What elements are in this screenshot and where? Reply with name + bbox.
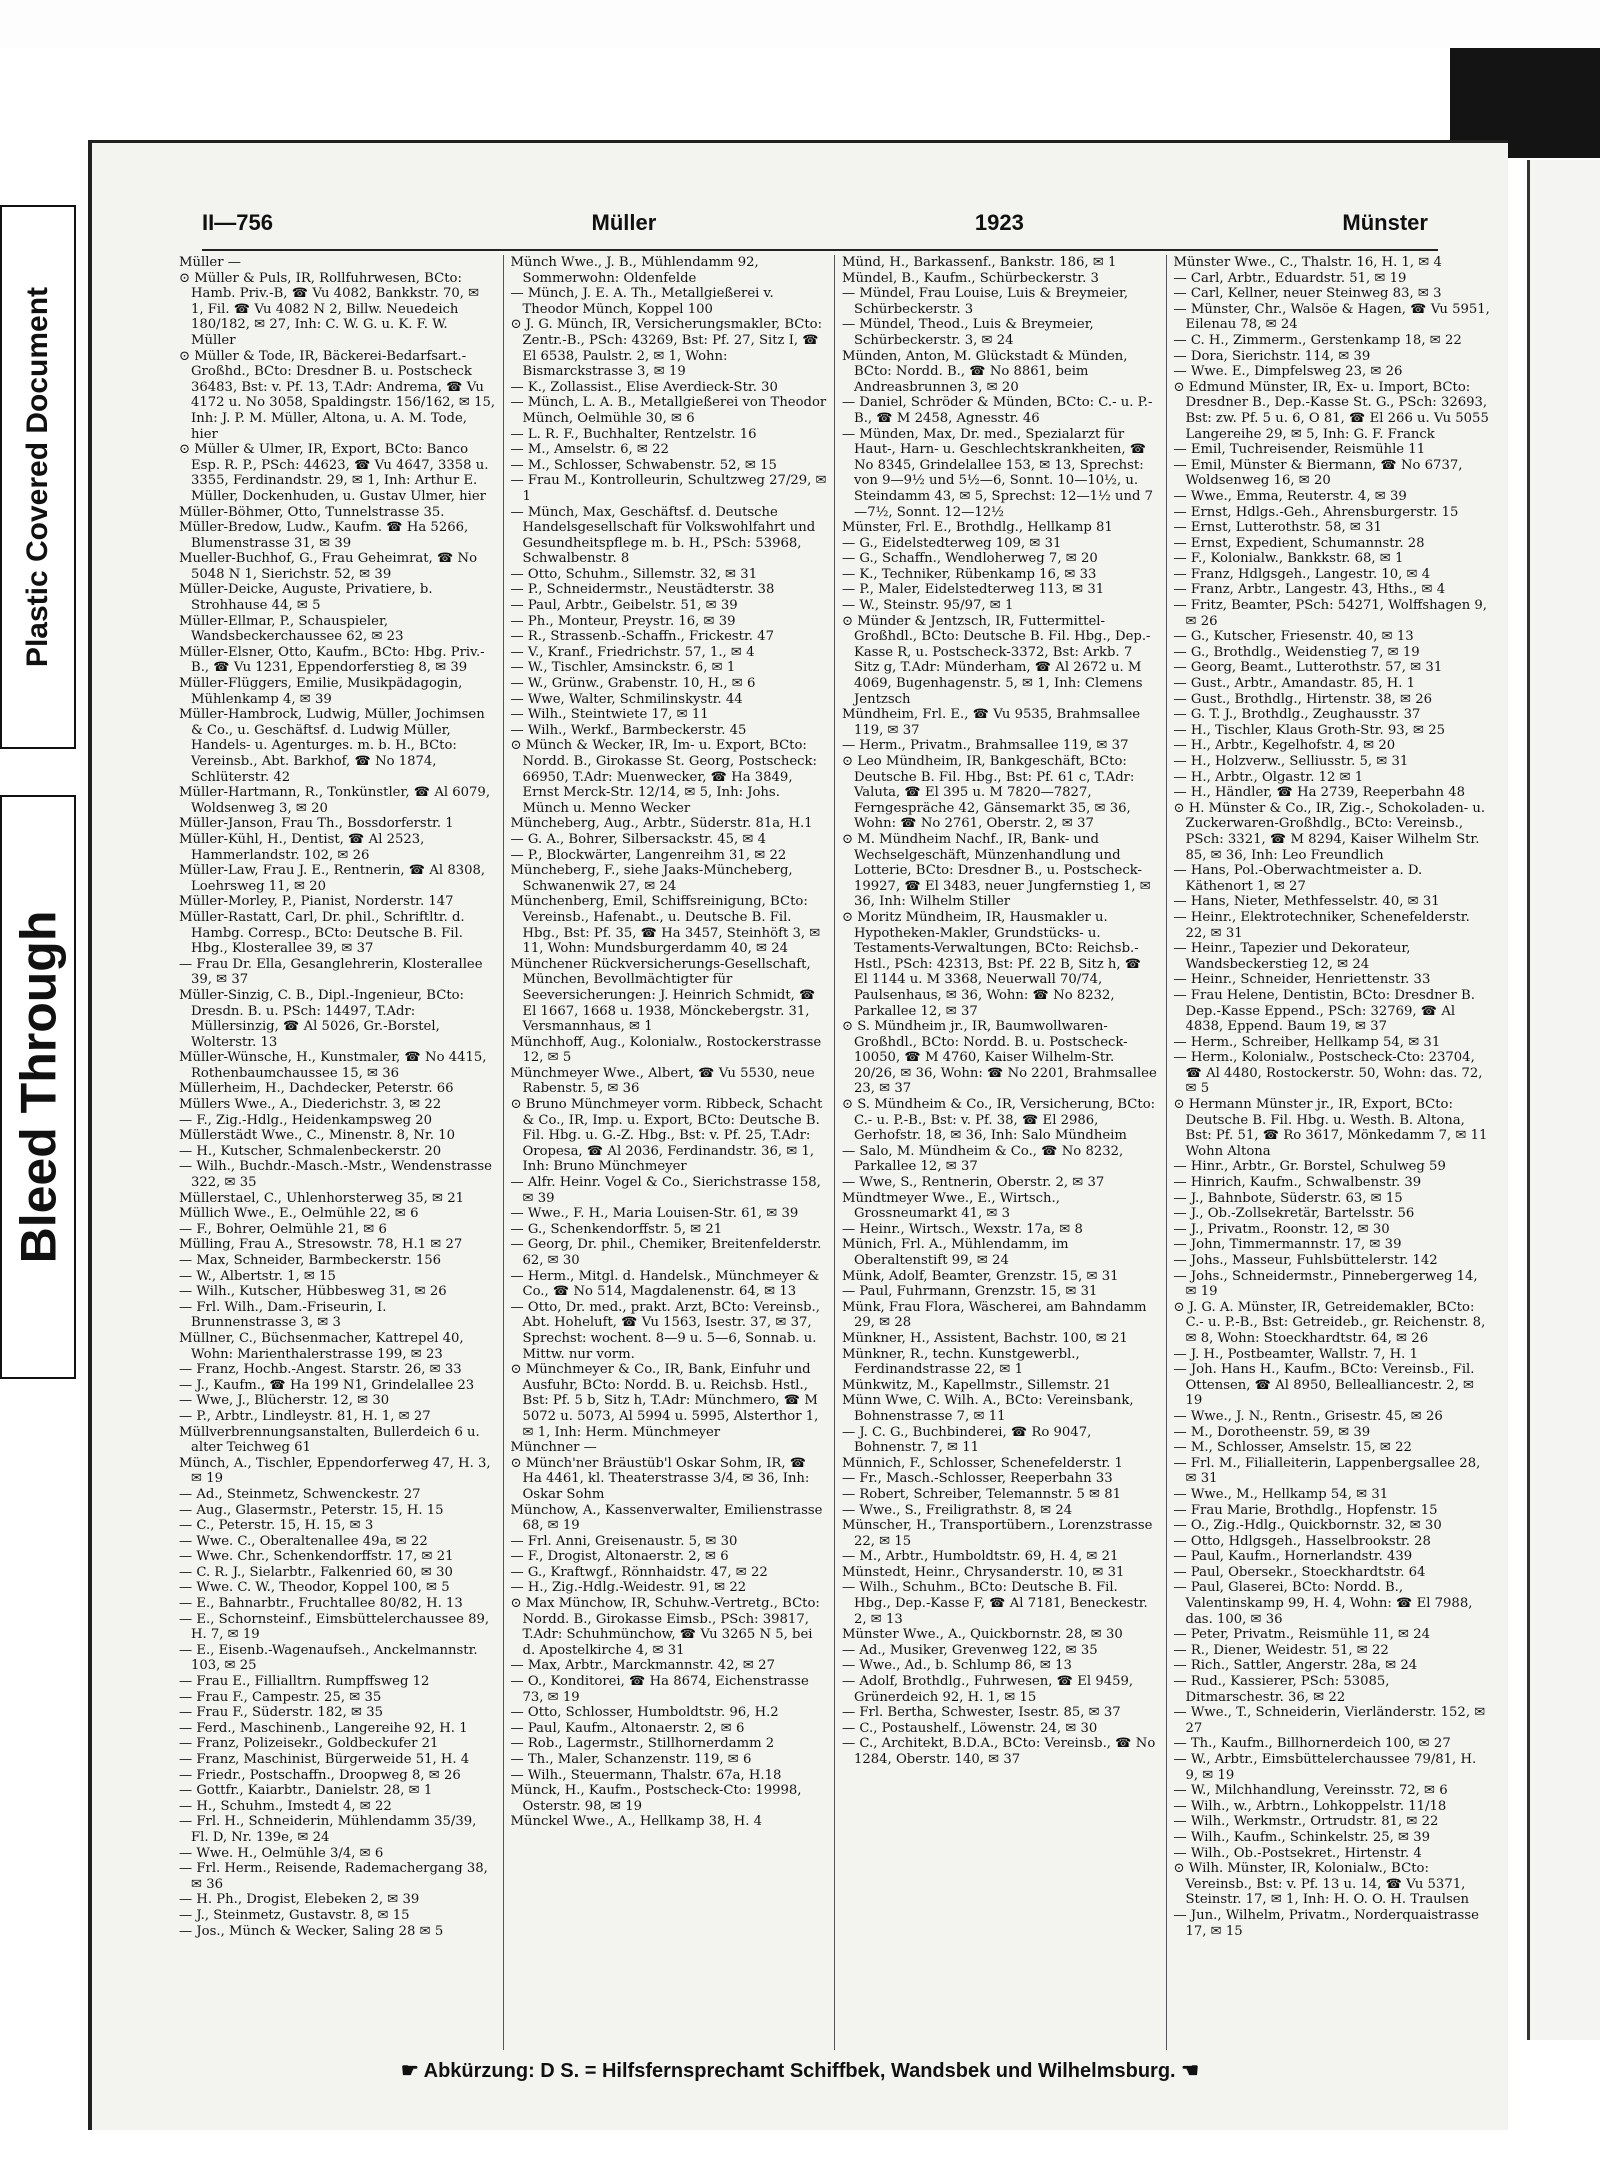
directory-entry: — C., Peterstr. 15, H. 15, ✉ 3 bbox=[179, 1518, 374, 1534]
directory-entry: — Fr., Masch.-Schlosser, Reeperbahn 33 bbox=[842, 1471, 1113, 1487]
directory-entry: — J., Ob.-Zollsekretär, Bartelsstr. 56 bbox=[1173, 1206, 1415, 1222]
directory-entry: — Georg, Beamt., Lutterothstr. 57, ✉ 31 bbox=[1173, 660, 1443, 676]
directory-entry: — Frl. Herm., Reisende, Rademachergang 38, ✉ 36 bbox=[179, 1861, 488, 1892]
directory-entry: — V., Kranf., Friedrichstr. 57, 1., ✉ 4 bbox=[510, 644, 755, 660]
directory-entry: ⊙ H. Münster & Co., IR, Zig.-, Schokoladen- u. Zuckerwaren-Großhdlg., BCto: Vereinsb., PSch: 3321, ☎ M 8294, Kaiser Wilhelm Str. 85, ✉ 36, Inh: Leo Freundlich bbox=[1173, 800, 1486, 863]
directory-entry: ⊙ Münch & Wecker, IR, Im- u. Export, BCto: Nordd. B., Girokasse St. Georg, Postscheck: 66950, T.Adr: Muenwecker, ☎ Ha 3849, Ernst Merck-Str. 12/14, ✉ 5, Inh: Johs. Münch u. Menno Wecker bbox=[510, 738, 817, 816]
directory-entry: ⊙ Müller & Puls, IR, Rollfuhrwesen, BCto: Hamb. Priv.-B, ☎ Vu 4082, Bankkstr. 70, ✉ 1, Fil. ☎ Vu 4082 N 2, Billw. Neuedeich 180/182, ✉ 27, Inh: C. W. G. u. K. F. W. Müller bbox=[179, 270, 480, 348]
directory-entry: — M., Dorotheenstr. 59, ✉ 39 bbox=[1173, 1424, 1371, 1440]
directory-entry: ⊙ S. Mündheim jr., IR, Baumwollwaren-Großhdl., BCto: Nordd. B. u. Postscheck-10050, ☎ M 4760, Kaiser Wilhelm-Str. 20/26, ✉ 36, Wohn: ☎ No 2201, Brahmsallee 23, ✉ 37 bbox=[842, 1019, 1157, 1097]
directory-entry: Müller-Bredow, Ludw., Kaufm. ☎ Ha 5266, Blumenstrasse 31, ✉ 39 bbox=[179, 520, 469, 551]
directory-entry: — P., Blockwärter, Langenreihm 31, ✉ 22 bbox=[510, 847, 787, 863]
directory-entry: — Th., Kaufm., Billhornerdeich 100, ✉ 27 bbox=[1173, 1736, 1451, 1752]
directory-entry: — Ernst, Lutterothstr. 58, ✉ 31 bbox=[1173, 520, 1382, 536]
directory-entry: — Emil, Tuchreisender, Reismühle 11 bbox=[1173, 442, 1426, 458]
directory-entry: — H., Schuhm., Imstedt 4, ✉ 22 bbox=[179, 1798, 392, 1814]
directory-entry: Müllerstael, C., Uhlenhorsterweg 35, ✉ 21 bbox=[179, 1190, 465, 1206]
directory-entry: — Münster, Chr., Walsöe & Hagen, ☎ Vu 5951, Eilenau 78, ✉ 24 bbox=[1173, 301, 1490, 333]
directory-entry: Müller-Hartmann, R., Tonkünstler, ☎ Al 6079, Woldsenweg 3, ✉ 20 bbox=[179, 785, 491, 816]
directory-entry: — Wwe, Walter, Schmilinskystr. 44 bbox=[510, 691, 743, 707]
directory-entry: ⊙ Münch'ner Bräustüb'l Oskar Sohm, IR, ☎ Ha 4461, kl. Theaterstrasse 3/4, ✉ 36, Inh: Oskar Sohm bbox=[510, 1455, 810, 1502]
directory-entry: Mülling, Frau A., Stresowstr. 78, H.1 ✉ 27 bbox=[179, 1237, 463, 1253]
directory-entry: Münchow, A., Kassenverwalter, Emilienstrasse 68, ✉ 19 bbox=[510, 1502, 823, 1534]
directory-entry: — Otto, Dr. med., prakt. Arzt, BCto: Vereinsb., Abt. Hoheluft, ☎ Vu 1563, Isestr. 37, ✉ 37, Sprechst: wochent. 8—9 u. 5—6, Sonnab. u. Mittw. nur vorm. bbox=[510, 1299, 820, 1362]
directory-entry: — Hans, Pol.-Oberwachtmeister a. D. Käthenort 1, ✉ 27 bbox=[1173, 863, 1423, 894]
directory-entry: Münk, Adolf, Beamter, Grenzstr. 15, ✉ 31 bbox=[842, 1268, 1119, 1284]
directory-entry: — C. H., Zimmerm., Gerstenkamp 18, ✉ 22 bbox=[1173, 332, 1462, 348]
column-4 bbox=[1167, 255, 1498, 2050]
directory-entry: — W., Tischler, Amsinckstr. 6, ✉ 1 bbox=[510, 660, 736, 676]
directory-entry: — M., Schlosser, Schwabenstr. 52, ✉ 15 bbox=[510, 457, 777, 473]
column-2 bbox=[504, 255, 836, 2050]
directory-entry: — W., Steinstr. 95/97, ✉ 1 bbox=[842, 598, 1014, 614]
directory-entry: ⊙ Müller & Ulmer, IR, Export, BCto: Banco Esp. R. P., PSch: 44623, ☎ Vu 4647, 3358 u. 3355, Ferdinandstr. 29, ✉ 1, Inh: Arthur E. Müller, Dockenhuden, u. Gustav Ulmer, hier bbox=[179, 442, 489, 504]
directory-entry: — Heinr., Elektrotechniker, Schenefelderstr. 22, ✉ 31 bbox=[1173, 909, 1470, 941]
directory-entry: — Daniel, Schröder & Münden, BCto: C.- u. P.-B., ☎ M 2458, Agnesstr. 46 bbox=[842, 395, 1153, 426]
directory-entry: — J., Bahnbote, Süderstr. 63, ✉ 15 bbox=[1173, 1190, 1403, 1206]
directory-entry: — J., Kaufm., ☎ Ha 199 N1, Grindelallee 23 bbox=[179, 1377, 475, 1393]
directory-entry: Müller-Deicke, Auguste, Privatiere, b. Strohhause 44, ✉ 5 bbox=[179, 582, 433, 614]
directory-entry: — Paul, Glaserei, BCto: Nordd. B., Valentinskamp 99, H. 4, Wohn: ☎ El 7988, das. 100, ✉ 36 bbox=[1173, 1580, 1473, 1627]
directory-entry: — F., Zig.-Hdlg., Heidenkampsweg 20 bbox=[179, 1112, 433, 1128]
directory-entry: — W., Milchhandlung, Vereinsstr. 72, ✉ 6 bbox=[1173, 1783, 1448, 1799]
directory-entry: — W., Grünw., Grabenstr. 10, H., ✉ 6 bbox=[510, 676, 756, 692]
directory-entry: Münster Wwe., A., Quickbornstr. 28, ✉ 30 bbox=[842, 1627, 1123, 1643]
directory-entry: — O., Konditorei, ☎ Ha 8674, Eichenstrasse 73, ✉ 19 bbox=[510, 1674, 809, 1705]
directory-entry: — Gust., Brothdlg., Hirtenstr. 38, ✉ 26 bbox=[1173, 691, 1433, 707]
directory-entry: — Peter, Privatm., Reismühle 11, ✉ 24 bbox=[1173, 1627, 1431, 1643]
header-left-word: Müller bbox=[591, 210, 657, 235]
directory-entry: — Paul, Fuhrmann, Grenzstr. 15, ✉ 31 bbox=[842, 1284, 1098, 1300]
directory-entry: — Hinrich, Kaufm., Schwalbenstr. 39 bbox=[1173, 1175, 1422, 1191]
directory-entry: Münkner, H., Assistent, Bachstr. 100, ✉ 21 bbox=[842, 1330, 1128, 1346]
directory-entry: Mündel, B., Kaufm., Schürbeckerstr. 3 bbox=[842, 270, 1099, 286]
directory-entry: — Frau F., Süderstr. 182, ✉ 35 bbox=[179, 1705, 384, 1721]
directory-entry: — Franz, Hdlgsgeh., Langestr. 10, ✉ 4 bbox=[1173, 566, 1431, 582]
directory-entry: Münn Wwe, C. Wilh. A., BCto: Vereinsbank, Bohnenstrasse 7, ✉ 11 bbox=[842, 1393, 1134, 1424]
directory-entry: — R., Strassenb.-Schaffn., Frickestr. 47 bbox=[510, 629, 774, 645]
directory-entry: — W., Arbtr., Eimsbüttelerchaussee 79/81, H. 9, ✉ 19 bbox=[1173, 1752, 1477, 1783]
directory-entry: Müncheberg, F., siehe Jaaks-Müncheberg, Schwanenwik 27, ✉ 24 bbox=[510, 863, 793, 894]
directory-entry: — E., Eisenb.-Wagenaufseh., Anckelmannstr. 103, ✉ 25 bbox=[179, 1642, 478, 1674]
directory-entry: — P., Arbtr., Lindleystr. 81, H. 1, ✉ 27 bbox=[179, 1408, 431, 1424]
column-1 bbox=[172, 255, 504, 2050]
plastic-covered-label bbox=[0, 205, 76, 749]
directory-entry: — K., Techniker, Rübenkamp 16, ✉ 33 bbox=[842, 566, 1097, 582]
directory-entry: — Frl. H., Schneiderin, Mühlendamm 35/39, Fl. D, Nr. 139e, ✉ 24 bbox=[179, 1814, 477, 1845]
directory-entry: — Aug., Glasermstr., Peterstr. 15, H. 15 bbox=[179, 1502, 444, 1518]
directory-entry: Münkwitz, M., Kapellmstr., Sillemstr. 21 bbox=[842, 1377, 1112, 1393]
directory-entry: — Georg, Dr. phil., Chemiker, Breitenfelderstr. 62, ✉ 30 bbox=[510, 1237, 822, 1268]
directory-entry: — Rud., Kassierer, PSch: 53085, Ditmarschestr. 36, ✉ 22 bbox=[1173, 1674, 1390, 1705]
directory-entry: — Gottfr., Kaiarbtr., Danielstr. 28, ✉ 1 bbox=[179, 1783, 433, 1799]
header-right-word: Münster bbox=[1342, 210, 1428, 235]
directory-entry: — E., Bahnarbtr., Fruchtallee 80/82, H. 13 bbox=[179, 1596, 463, 1612]
directory-entry: — H., Holzverw., Selliusstr. 5, ✉ 31 bbox=[1173, 754, 1409, 769]
directory-entry: — G., Brothdlg., Weidenstieg 7, ✉ 19 bbox=[1173, 644, 1420, 660]
directory-entry: Müller-Rastatt, Carl, Dr. phil., Schriftltr. d. Hambg. Corresp., BCto: Deutsche B. Fil. Hbg., Klosterallee 39, ✉ 37 bbox=[179, 909, 465, 957]
directory-entry: Münnich, F., Schlosser, Schenefelderstr. 1 bbox=[842, 1455, 1123, 1471]
directory-entry: — Herm., Privatm., Brahmsallee 119, ✉ 37 bbox=[842, 738, 1129, 754]
directory-entry: Münster Wwe., C., Thalstr. 16, H. 1, ✉ 4 bbox=[1173, 255, 1442, 270]
directory-entry: — M., Arbtr., Humboldtstr. 69, H. 4, ✉ 21 bbox=[842, 1549, 1119, 1565]
column-3 bbox=[835, 255, 1167, 2050]
directory-entry: — Frl. M., Filialleiterin, Lappenbergsallee 28, ✉ 31 bbox=[1173, 1455, 1481, 1487]
directory-entry: — P., Schneidermstr., Neustädterstr. 38 bbox=[510, 582, 775, 598]
directory-entry: — H. Ph., Drogist, Elebeken 2, ✉ 39 bbox=[179, 1892, 420, 1908]
directory-entry: — G., Schaffn., Wendloherweg 7, ✉ 20 bbox=[842, 551, 1098, 567]
directory-entry: — Heinr., Tapezier und Dekorateur, Wandsbeckerstieg 12, ✉ 24 bbox=[1173, 941, 1411, 972]
directory-entry: — Frl. Wilh., Dam.-Friseurin, I. Brunnenstrasse 3, ✉ 3 bbox=[179, 1299, 387, 1331]
directory-entry: — F., Bohrer, Oelmühle 21, ✉ 6 bbox=[179, 1221, 387, 1237]
directory-entry: ⊙ J. G. Münch, IR, Versicherungsmakler, BCto: Zentr.-B., PSch: 43269, Bst: Pf. 27, Sitz I, ☎ El 6538, Paulstr. 2, ✉ 1, Wohn: Bismarckstrasse 3, ✉ 19 bbox=[510, 317, 823, 380]
directory-entry: — G., Kutscher, Friesenstr. 40, ✉ 13 bbox=[1173, 629, 1414, 645]
directory-entry: — J. H., Postbeamter, Wallstr. 7, H. 1 bbox=[1173, 1346, 1418, 1362]
directory-entry: — Emil, Münster & Biermann, ☎ No 6737, Woldsenweg 16, ✉ 20 bbox=[1173, 457, 1463, 489]
directory-entry: ⊙ J. G. A. Münster, IR, Getreidemakler, BCto: C.- u. P.-B., Bst: Getreideb., gr. Reichenstr. 8, ✉ 8, Wohn: Stoeckhardtstr. 64, ✉ 26 bbox=[1173, 1299, 1486, 1346]
directory-entry: — Wwe. Chr., Schenkendorffstr. 17, ✉ 21 bbox=[179, 1549, 454, 1565]
directory-entry: Münkner, R., techn. Kunstgewerbl., Ferdinandstrasse 22, ✉ 1 bbox=[842, 1346, 1080, 1378]
directory-entry: ⊙ Münder & Jentzsch, IR, Futtermittel-Großhdl., BCto: Deutsche B. Fil. Hbg., Dep.-Kasse R, u. Postscheck-3372, Bst: Arkb. 7 Sitz g, T.Adr: Münderham, ☎ Al 2672 u. M 4069, Bugenhagenstr. 5, ✉ 1, Inh: Clemens Jentzsch bbox=[842, 613, 1151, 707]
directory-entry: — K., Zollassist., Elise Averdieck-Str. 30 bbox=[510, 379, 778, 395]
directory-entry: — H., Händler, ☎ Ha 2739, Reeperbahn 48 bbox=[1173, 785, 1465, 801]
directory-entry: — Frau E., Fillialltrn. Rumpffsweg 12 bbox=[179, 1674, 430, 1690]
directory-page bbox=[88, 140, 1508, 2130]
directory-entry: — J., Privatm., Roonstr. 12, ✉ 30 bbox=[1173, 1221, 1390, 1237]
directory-entry: Müller-Sinzig, C. B., Dipl.-Ingenieur, BCto: Dresdn. B. u. PSch: 14497, T.Adr: Müllersinzig, ☎ Al 5026, Gr.-Borstel, Wolterstr. 13 bbox=[179, 987, 465, 1050]
directory-entry: — Wilh., Kaufm., Schinkelstr. 25, ✉ 39 bbox=[1173, 1829, 1431, 1845]
directory-entry: — Mündel, Frau Louise, Luis & Breymeier, Schürbeckerstr. 3 bbox=[842, 286, 1129, 317]
directory-entry: — Franz, Maschinist, Bürgerweide 51, H. 4 bbox=[179, 1752, 470, 1767]
directory-entry: — Wwe. C. W., Theodor, Koppel 100, ✉ 5 bbox=[179, 1580, 450, 1596]
directory-entry: Müllich Wwe., E., Oelmühle 22, ✉ 6 bbox=[179, 1206, 419, 1222]
directory-entry: ⊙ S. Mündheim & Co., IR, Versicherung, BCto: C.- u. P.-B., Bst: v. Pf. 38, ☎ El 2986, Gerhofstr. 18, ✉ 36, Inh: Salo Mündheim bbox=[842, 1097, 1156, 1144]
directory-entry: — G., Kraftwgf., Rönnhaidstr. 47, ✉ 22 bbox=[510, 1564, 768, 1580]
directory-entry: — Wwe., Ad., b. Schlump 86, ✉ 13 bbox=[842, 1658, 1072, 1674]
directory-entry: Müllverbrennungsanstalten, Bullerdeich 6 u. alter Teichweg 61 bbox=[179, 1424, 480, 1456]
directory-entry: — H., Kutscher, Schmalenbeckerstr. 20 bbox=[179, 1143, 442, 1159]
directory-entry: ⊙ Wilh. Münster, IR, Kolonialw., BCto: Vereinsb., Bst: v. Pf. 13 u. 14, ☎ Vu 5371, Steinstr. 17, ✉ 1, Inh: H. O. O. H. Traulsen bbox=[1173, 1861, 1470, 1908]
directory-entry: — W., Albertstr. 1, ✉ 15 bbox=[179, 1268, 336, 1284]
directory-entry: — L. R. F., Buchhalter, Rentzelstr. 16 bbox=[510, 426, 757, 442]
directory-entry: Münd, H., Barkassenf., Bankstr. 186, ✉ 1 bbox=[842, 255, 1117, 270]
directory-entry: Mündheim, Frl. E., ☎ Vu 9535, Brahmsallee 119, ✉ 37 bbox=[842, 707, 1141, 738]
bleed-through-label bbox=[0, 795, 76, 1379]
directory-entry: — Johs., Schneidermstr., Pinnebergerweg 14, ✉ 19 bbox=[1173, 1268, 1478, 1300]
directory-entry: — Paul, Arbtr., Geibelstr. 51, ✉ 39 bbox=[510, 598, 738, 614]
directory-entry: — Wilh., Schuhm., BCto: Deutsche B. Fil. Hbg., Dep.-Kasse F, ☎ Al 7181, Beneckestr. 2, ✉ 13 bbox=[842, 1580, 1148, 1627]
directory-entry: ⊙ Münchmeyer & Co., IR, Bank, Einfuhr und Ausfuhr, BCto: Nordd. B. u. Reichsb. Hstl., Bst: Pf. 5 b, Sitz h, T.Adr: Münchmero, ☎ M 5072 u. 5073, Al 5994 u. 5995, Alsterthor 1, ✉ 1, Inh: Herm. Münchmeyer bbox=[510, 1362, 819, 1440]
directory-entry: — Frau Dr. Ella, Gesanglehrerin, Klosterallee 39, ✉ 37 bbox=[179, 956, 483, 988]
directory-entry: — Paul, Obersekr., Stoeckhardtstr. 64 bbox=[1173, 1564, 1426, 1580]
directory-entry: — Wwe., T., Schneiderin, Vierländerstr. 152, ✉ 27 bbox=[1173, 1705, 1486, 1736]
directory-entry: — Wwe., F. H., Maria Louisen-Str. 61, ✉ 39 bbox=[510, 1206, 799, 1222]
directory-entry: — Franz, Hochb.-Angest. Starstr. 26, ✉ 33 bbox=[179, 1362, 462, 1378]
directory-entry: — Frau M., Kontrolleurin, Schultzweg 27/29, ✉ 1 bbox=[510, 473, 827, 504]
abbreviation-footer: ☛ Abkürzung: D S. = Hilfsfernsprechamt Schiffbek, Wandsbek und Wilhelmsburg. ☚ bbox=[400, 2060, 1200, 2082]
directory-entry: Müller-Janson, Frau Th., Bossdorferstr. 1 bbox=[179, 816, 454, 832]
directory-entry: Münster, Frl. E., Brothdlg., Hellkamp 81 bbox=[842, 520, 1113, 536]
directory-entry: ⊙ Hermann Münster jr., IR, Export, BCto: Deutsche B. Fil. Hbg. u. Westh. B. Altona, Bst: Pf. 51, ☎ Ro 3617, Mönkedamm 7, ✉ 11 Wohn Altona bbox=[1173, 1097, 1488, 1159]
directory-entry: — Wwe. H., Oelmühle 3/4, ✉ 6 bbox=[179, 1845, 384, 1861]
directory-entry: — Max, Arbtr., Marckmannstr. 42, ✉ 27 bbox=[510, 1658, 775, 1674]
directory-entry: — O., Zig.-Hdlg., Quickbornstr. 32, ✉ 30 bbox=[1173, 1518, 1442, 1534]
directory-entry: — Rob., Lagermstr., Stillhornerdamm 2 bbox=[510, 1736, 775, 1752]
directory-entry: ⊙ Leo Mündheim, IR, Bankgeschäft, BCto: Deutsche B. Fil. Hbg., Bst: Pf. 61 c, T.Adr: Valuta, ☎ El 395 u. M 7820—7827, Ferngespräche 42, Gänsemarkt 35, ✉ 36, Wohn: ☎ No 2761, Oberstr. 2, ✉ 37 bbox=[842, 754, 1135, 832]
directory-entry: — Adolf, Brothdlg., Fuhrwesen, ☎ El 9459, Grünerdeich 92, H. 1, ✉ 15 bbox=[842, 1674, 1134, 1705]
directory-entry: — Carl, Arbtr., Eduardstr. 51, ✉ 19 bbox=[1173, 270, 1407, 286]
directory-entry: — Jun., Wilhelm, Privatm., Norderquaistrasse 17, ✉ 15 bbox=[1173, 1907, 1479, 1939]
directory-entry: — John, Timmermannstr. 17, ✉ 39 bbox=[1173, 1237, 1402, 1253]
directory-entry: — H., Arbtr., Olgastr. 12 ✉ 1 bbox=[1173, 769, 1364, 785]
directory-entry: Müller — bbox=[179, 255, 241, 270]
directory-entry: — Wilh., Werkmstr., Ortrudstr. 81, ✉ 22 bbox=[1173, 1814, 1439, 1830]
directory-entry: — Frau Helene, Dentistin, BCto: Dresdner B. Dep.-Kasse Eppend., PSch: 32769, ☎ Al 4838, Eppend. Baum 19, ✉ 37 bbox=[1173, 987, 1475, 1035]
directory-entry: Müller-Morley, P., Pianist, Norderstr. 147 bbox=[179, 894, 454, 910]
directory-entry: Münchner — bbox=[510, 1440, 597, 1456]
directory-entry: — Hans, Nieter, Methfesselstr. 40, ✉ 31 bbox=[1173, 894, 1440, 910]
directory-entry: — Wwe, J., Blücherstr. 12, ✉ 30 bbox=[179, 1393, 390, 1409]
directory-entry: — Münch, J. E. A. Th., Metallgießerei v. Theodor Münch, Koppel 100 bbox=[510, 286, 774, 317]
directory-entry: — Franz, Arbtr., Langestr. 43, Hths., ✉ 4 bbox=[1173, 582, 1446, 598]
directory-entry: — Frau Marie, Brothdlg., Hopfenstr. 15 bbox=[1173, 1502, 1438, 1518]
directory-entry: — Wilh., w., Arbtrn., Lohkoppelstr. 11/18 bbox=[1173, 1798, 1447, 1814]
directory-entry: Münch, A., Tischler, Eppendorferweg 47, H. 3, ✉ 19 bbox=[179, 1455, 491, 1487]
directory-entry: Mündtmeyer Wwe., E., Wirtsch., Grossneumarkt 41, ✉ 3 bbox=[842, 1190, 1060, 1222]
directory-entry: — Wilh., Steuermann, Thalstr. 67a, H.18 bbox=[510, 1767, 782, 1783]
directory-entry: — Wwe. C., Oberaltenallee 49a, ✉ 22 bbox=[179, 1533, 428, 1549]
directory-entry: — Fritz, Beamter, PSch: 54271, Wolffshagen 9, ✉ 26 bbox=[1173, 598, 1487, 629]
directory-entry: — E., Schornsteinf., Eimsbüttelerchaussee 89, H. 7, ✉ 19 bbox=[179, 1611, 490, 1643]
directory-entry: — Dora, Sierichstr. 114, ✉ 39 bbox=[1173, 348, 1371, 364]
directory-entry: — Wwe, S., Rentnerin, Oberstr. 2, ✉ 37 bbox=[842, 1175, 1105, 1191]
directory-entry: — Ernst, Expedient, Schumannstr. 28 bbox=[1173, 535, 1425, 551]
directory-entry: Mueller-Buchhof, G., Frau Geheimrat, ☎ No 5048 N 1, Sierichstr. 52, ✉ 39 bbox=[179, 551, 478, 582]
directory-entry: ⊙ M. Mündheim Nachf., IR, Bank- und Wechselgeschäft, Münzenhandlung und Lotterie, BCto: Dresdner B., u. Postscheck-19927, ☎ El 3483, neuer Jungfernstieg 1, ✉ 36, Inh: Wilhelm Stiller bbox=[842, 831, 1151, 910]
directory-entry: — Frl. Anni, Greisenaustr. 5, ✉ 30 bbox=[510, 1533, 738, 1549]
next-page-edge bbox=[1527, 160, 1600, 2040]
directory-entry: Münscher, H., Transportübern., Lorenzstrasse 22, ✉ 15 bbox=[842, 1518, 1153, 1549]
directory-entry: — Wilh., Werkf., Barmbeckerstr. 45 bbox=[510, 722, 747, 738]
directory-entry: — Joh. Hans H., Kaufm., BCto: Vereinsb., Fil. Ottensen, ☎ Al 8950, Bellealliancestr. 2, ✉ 19 bbox=[1173, 1362, 1475, 1409]
directory-entry: — Wilh., Steintwiete 17, ✉ 11 bbox=[510, 707, 709, 723]
directory-entry: — Max, Schneider, Barmbeckerstr. 156 bbox=[179, 1253, 442, 1268]
directory-entry: — Ernst, Hdlgs.-Geh., Ahrensburgerstr. 15 bbox=[1173, 504, 1459, 520]
directory-entry: — Alfr. Heinr. Vogel & Co., Sierichstrasse 158, ✉ 39 bbox=[510, 1175, 821, 1206]
directory-entry: — Ferd., Maschinenb., Langereihe 92, H. 1 bbox=[179, 1720, 468, 1736]
directory-entry: — M., Schlosser, Amselstr. 15, ✉ 22 bbox=[1173, 1440, 1412, 1456]
directory-entry: Müller-Elsner, Otto, Kaufm., BCto: Hbg. Priv.-B., ☎ Vu 1231, Eppendorferstieg 8, ✉ 39 bbox=[179, 644, 485, 676]
directory-entry: — Herm., Mitgl. d. Handelsk., Münchmeyer & Co., ☎ No 514, Magdalenenstr. 64, ✉ 13 bbox=[510, 1268, 820, 1300]
directory-entry: — Ad., Steinmetz, Schwenckestr. 27 bbox=[179, 1486, 421, 1502]
directory-entry: — Wilh., Kutscher, Hübbesweg 31, ✉ 26 bbox=[179, 1284, 447, 1300]
directory-entry: Münden, Anton, M. Glückstadt & Münden, BCto: Nordd. B., ☎ No 8861, beim Andreasbrunnen 3, ✉ 20 bbox=[842, 348, 1128, 395]
directory-entry: — Ad., Musiker, Grevenweg 122, ✉ 35 bbox=[842, 1642, 1098, 1658]
directory-entry: — Th., Maler, Schanzenstr. 119, ✉ 6 bbox=[510, 1752, 752, 1767]
directory-entry: — Otto, Schlosser, Humboldtstr. 96, H.2 bbox=[510, 1705, 779, 1721]
scan-background bbox=[0, 0, 1600, 48]
directory-entry: — F., Drogist, Altonaerstr. 2, ✉ 6 bbox=[510, 1549, 729, 1565]
directory-entry: Müller-Flüggers, Emilie, Musikpädagogin, Mühlenkamp 4, ✉ 39 bbox=[179, 676, 463, 707]
directory-entry: Münchener Rückversicherungs-Gesellschaft, München, Bevollmächtigter für Seeversicherungen: J. Heinrich Schmidt, ☎ El 1667, 1668 u. 1938, Mönckebergstr. 31, Versmannhaus, ✉ 1 bbox=[510, 956, 816, 1035]
directory-entry: Münchenberg, Emil, Schiffsreinigung, BCto: Vereinsb., Hafenabt., u. Deutsche B. Fil. Hbg., Bst: Pf. 35, ☎ Ha 3457, Steinhöft 3, ✉ 11, Wohn: Mundsburgerdamm 40, ✉ 24 bbox=[510, 894, 821, 957]
directory-entry: — Salo, M. Mündheim & Co., ☎ No 8232, Parkallee 12, ✉ 37 bbox=[842, 1143, 1124, 1175]
directory-entry: Müller-Böhmer, Otto, Tunnelstrasse 35. bbox=[179, 504, 445, 520]
directory-entry: — Wwe., Emma, Reuterstr. 4, ✉ 39 bbox=[1173, 488, 1407, 504]
directory-entry: Müllner, C., Büchsenmacher, Kattrepel 40, Wohn: Marienthalerstrasse 199, ✉ 23 bbox=[179, 1330, 464, 1362]
directory-entry: — C. R. J., Sielarbtr., Falkenried 60, ✉ 30 bbox=[179, 1564, 453, 1580]
directory-entry: — Gust., Arbtr., Amandastr. 85, H. 1 bbox=[1173, 676, 1415, 692]
directory-entry: — J. C. G., Buchbinderei, ☎ Ro 9047, Bohnenstr. 7, ✉ 11 bbox=[842, 1424, 1092, 1456]
directory-entry: — Frl. Bertha, Schwester, Isestr. 85, ✉ 37 bbox=[842, 1705, 1121, 1721]
directory-entry: — Mündel, Theod., Luis & Breymeier, Schürbeckerstr. 3, ✉ 24 bbox=[842, 317, 1094, 348]
directory-entry: — Herm., Schreiber, Hellkamp 54, ✉ 31 bbox=[1173, 1034, 1441, 1050]
directory-entry: — Paul, Kaufm., Altonaerstr. 2, ✉ 6 bbox=[510, 1720, 745, 1736]
directory-entry: — Paul, Kaufm., Hornerlandstr. 439 bbox=[1173, 1549, 1413, 1565]
directory-entry: ⊙ Bruno Münchmeyer vorm. Ribbeck, Schacht & Co., IR, Imp. u. Export, BCto: Deutsche B. Fil. Hbg. u. G.-Z. Hbg., Bst: v. Pf. 25, T.Adr: Oropesa, ☎ Al 2036, Ferdinandstr. 36, ✉ 1, Inh: Bruno Münchmeyer bbox=[510, 1097, 823, 1175]
directory-entry: — H., Tischler, Klaus Groth-Str. 93, ✉ 25 bbox=[1173, 722, 1446, 738]
directory-entry: — Heinr., Wirtsch., Wexstr. 17a, ✉ 8 bbox=[842, 1221, 1083, 1237]
directory-entry: Münk, Frau Flora, Wäscherei, am Bahndamm 29, ✉ 28 bbox=[842, 1299, 1147, 1331]
directory-entry: — Wwe., J. N., Rentn., Grisestr. 45, ✉ 26 bbox=[1173, 1408, 1443, 1424]
directory-entry: — H., Arbtr., Kegelhofstr. 4, ✉ 20 bbox=[1173, 738, 1396, 754]
header-year: 1923 bbox=[974, 210, 1024, 235]
page-header bbox=[202, 203, 1428, 243]
page-number: II—756 bbox=[202, 210, 273, 235]
directory-entry: — C., Architekt, B.D.A., BCto: Vereinsb., ☎ No 1284, Oberstr. 140, ✉ 37 bbox=[842, 1736, 1156, 1767]
header-rule bbox=[202, 249, 1438, 251]
directory-entry: — Wwe. E., Dimpfelsweg 23, ✉ 26 bbox=[1173, 364, 1403, 380]
directory-entry: — J., Steinmetz, Gustavstr. 8, ✉ 15 bbox=[179, 1907, 410, 1923]
directory-entry: — Robert, Schreiber, Telemannstr. 5 ✉ 81 bbox=[842, 1486, 1122, 1502]
directory-entry: Münchmeyer Wwe., Albert, ☎ Vu 5530, neue Rabenstr. 5, ✉ 36 bbox=[510, 1065, 815, 1097]
directory-columns bbox=[172, 255, 1497, 2050]
directory-entry: — P., Maler, Eidelstedterweg 113, ✉ 31 bbox=[842, 582, 1105, 598]
directory-entry: Müllerheim, H., Dachdecker, Peterstr. 66 bbox=[179, 1081, 454, 1097]
directory-entry: — C., Postaushelf., Löwenstr. 24, ✉ 30 bbox=[842, 1720, 1098, 1736]
directory-entry: — Wwe., S., Freiligrathstr. 8, ✉ 24 bbox=[842, 1502, 1073, 1518]
bleed-through-text: Bleed Through bbox=[10, 910, 67, 1264]
directory-entry: Münckel Wwe., A., Hellkamp 38, H. 4 bbox=[510, 1814, 763, 1830]
directory-entry: — Herm., Kolonialw., Postscheck-Cto: 23704, ☎ Al 4480, Rostockerstr. 50, Wohn: das. 72, ✉ 5 bbox=[1173, 1050, 1483, 1097]
directory-entry: — G., Eidelstedterweg 109, ✉ 31 bbox=[842, 535, 1062, 551]
directory-entry: — M., Amselstr. 6, ✉ 22 bbox=[510, 442, 669, 458]
directory-entry: Münck, H., Kaufm., Postscheck-Cto: 19998, Osterstr. 98, ✉ 19 bbox=[510, 1783, 802, 1814]
directory-entry: — R., Diener, Weidestr. 51, ✉ 22 bbox=[1173, 1642, 1389, 1658]
directory-entry: Müller-Wünsche, H., Kunstmaler, ☎ No 4415, Rothenbaumchaussee 15, ✉ 36 bbox=[179, 1050, 487, 1081]
directory-entry: ⊙ Müller & Tode, IR, Bäckerei-Bedarfsart.-Großhd., BCto: Dresdner B. u. Postscheck 36483, Bst: v. Pf. 13, T.Adr: Andrema, ☎ Vu 4172 u. No 3058, Spaldingstr. 156/162, ✉ 15, Inh: J. P. M. Müller, Altona, u. A. M. Tode, hier bbox=[179, 348, 496, 442]
directory-entry: Müncheberg, Aug., Arbtr., Süderstr. 81a, H.1 bbox=[510, 816, 813, 832]
directory-entry: — G., Schenkendorffstr. 5, ✉ 21 bbox=[510, 1221, 723, 1237]
directory-entry: — Friedr., Postschaffn., Droopweg 8, ✉ 26 bbox=[179, 1767, 461, 1783]
directory-entry: Müller-Hambrock, Ludwig, Müller, Jochimsen & Co., u. Geschäftsf. d. Ludwig Müller, Handels- u. Agenturges. m. b. H., BCto: Vereinsb., Abt. Barkhof, ☎ No 1874, Schlüterstr. 42 bbox=[179, 707, 485, 785]
directory-entry: Münstedt, Heinr., Chrysanderstr. 10, ✉ 31 bbox=[842, 1564, 1125, 1580]
directory-entry: Müllers Wwe., A., Diederichstr. 3, ✉ 22 bbox=[179, 1097, 442, 1113]
directory-entry: — Ph., Monteur, Preystr. 16, ✉ 39 bbox=[510, 613, 736, 629]
directory-entry: Münch Wwe., J. B., Mühlendamm 92, Sommerwohn: Oldenfelde bbox=[510, 255, 759, 286]
directory-entry: — G. A., Bohrer, Silbersackstr. 45, ✉ 4 bbox=[510, 831, 767, 847]
directory-entry: — Otto, Schuhm., Sillemstr. 32, ✉ 31 bbox=[510, 566, 758, 582]
directory-entry: — F., Kolonialw., Bankkstr. 68, ✉ 1 bbox=[1173, 551, 1404, 567]
directory-entry: — Jos., Münch & Wecker, Saling 28 ✉ 5 bbox=[179, 1923, 444, 1939]
directory-entry: — Frau F., Campestr. 25, ✉ 35 bbox=[179, 1689, 382, 1705]
directory-entry: ⊙ Edmund Münster, IR, Ex- u. Import, BCto: Dresdner B., Dep.-Kasse St. G., PSch: 32693, Bst: zw. Pf. 5 u. 6, O 81, ☎ El 266 u. Vu 5055 Langereihe 29, ✉ 5, Inh: G. F. Franck bbox=[1173, 379, 1489, 442]
directory-entry: Müller-Law, Frau J. E., Rentnerin, ☎ Al 8308, Loehrsweg 11, ✉ 20 bbox=[179, 863, 486, 894]
directory-entry: — Heinr., Schneider, Henriettenstr. 33 bbox=[1173, 972, 1431, 988]
directory-entry: — Hinr., Arbtr., Gr. Borstel, Schulweg 59 bbox=[1173, 1159, 1446, 1175]
plastic-covered-text: Plastic Covered Document bbox=[21, 286, 54, 668]
directory-entry: Müller-Kühl, H., Dentist, ☎ Al 2523, Hammerlandstr. 102, ✉ 26 bbox=[179, 831, 425, 863]
directory-entry: — Wwe., M., Hellkamp 54, ✉ 31 bbox=[1173, 1486, 1389, 1502]
directory-entry: Müllerstädt Wwe., C., Minenstr. 8, Nr. 10 bbox=[179, 1128, 455, 1144]
directory-entry: — Münden, Max, Dr. med., Spezialarzt für Haut-, Harn- u. Geschlechtskrankheiten, ☎ No 8345, Grindelallee 153, ✉ 13, Sprechst: von 9—9½ und 5½—6, Sonnt. 10—10½, u. Steindamm 43, ✉ 5, Sprechst: 12—1½ und 7—7½, Sonnt. 12—12½ bbox=[842, 426, 1154, 520]
directory-entry: — Johs., Masseur, Fuhlsbüttelerstr. 142 bbox=[1173, 1253, 1438, 1268]
directory-entry: — Carl, Kellner, neuer Steinweg 83, ✉ 3 bbox=[1173, 286, 1442, 302]
directory-entry: — Münch, Max, Geschäftsf. d. Deutsche Handelsgesellschaft für Volkswohlfahrt und Gesundheitspflege m. b. H., PSch: 53968, Schwalbenstr. 8 bbox=[510, 504, 816, 567]
directory-entry: — Otto, Hdlgsgeh., Hasselbrookstr. 28 bbox=[1173, 1533, 1431, 1549]
directory-entry: — Münch, L. A. B., Metallgießerei von Theodor Münch, Oelmühle 30, ✉ 6 bbox=[510, 395, 827, 426]
directory-entry: — Rich., Sattler, Angerstr. 28a, ✉ 24 bbox=[1173, 1658, 1418, 1674]
directory-entry: Münchhoff, Aug., Kolonialw., Rostockerstrasse 12, ✉ 5 bbox=[510, 1034, 822, 1066]
directory-entry: — G. T. J., Brothdlg., Zeughausstr. 37 bbox=[1173, 707, 1421, 723]
directory-entry: — Franz, Polizeisekr., Goldbeckufer 21 bbox=[179, 1736, 439, 1752]
directory-entry: ⊙ Moritz Mündheim, IR, Hausmakler u. Hypotheken-Makler, Grundstücks- u. Testaments-Verwaltungen, BCto: Reichsb.-Hstl., PSch: 42313, Bst: Pf. 22 B, Sitz h, ☎ El 1144 u. M 3368, Neuerwall 70/74, Paulsenhaus, ✉ 36, Wohn: ☎ No 8232, Parkallee 12, ✉ 37 bbox=[842, 909, 1142, 1019]
directory-entry: Müller-Ellmar, P., Schauspieler, Wandsbeckerchaussee 62, ✉ 23 bbox=[179, 613, 404, 645]
directory-entry: ⊙ Max Münchow, IR, Schuhw.-Vertretg., BCto: Nordd. B., Girokasse Eimsb., PSch: 39817, T.Adr: Schuhmünchow, ☎ Vu 3265 N 5, bei d. Apostelkirche 4, ✉ 31 bbox=[510, 1596, 820, 1658]
directory-entry: — Wilh., Ob.-Postsekret., Hirtenstr. 4 bbox=[1173, 1845, 1422, 1861]
directory-entry: — Wilh., Buchdr.-Masch.-Mstr., Wendenstrasse 322, ✉ 35 bbox=[179, 1159, 492, 1191]
directory-entry: — H., Zig.-Hdlg.-Weidestr. 91, ✉ 22 bbox=[510, 1580, 747, 1596]
directory-entry: Münich, Frl. A., Mühlendamm, im Oberaltenstift 99, ✉ 24 bbox=[842, 1237, 1069, 1268]
